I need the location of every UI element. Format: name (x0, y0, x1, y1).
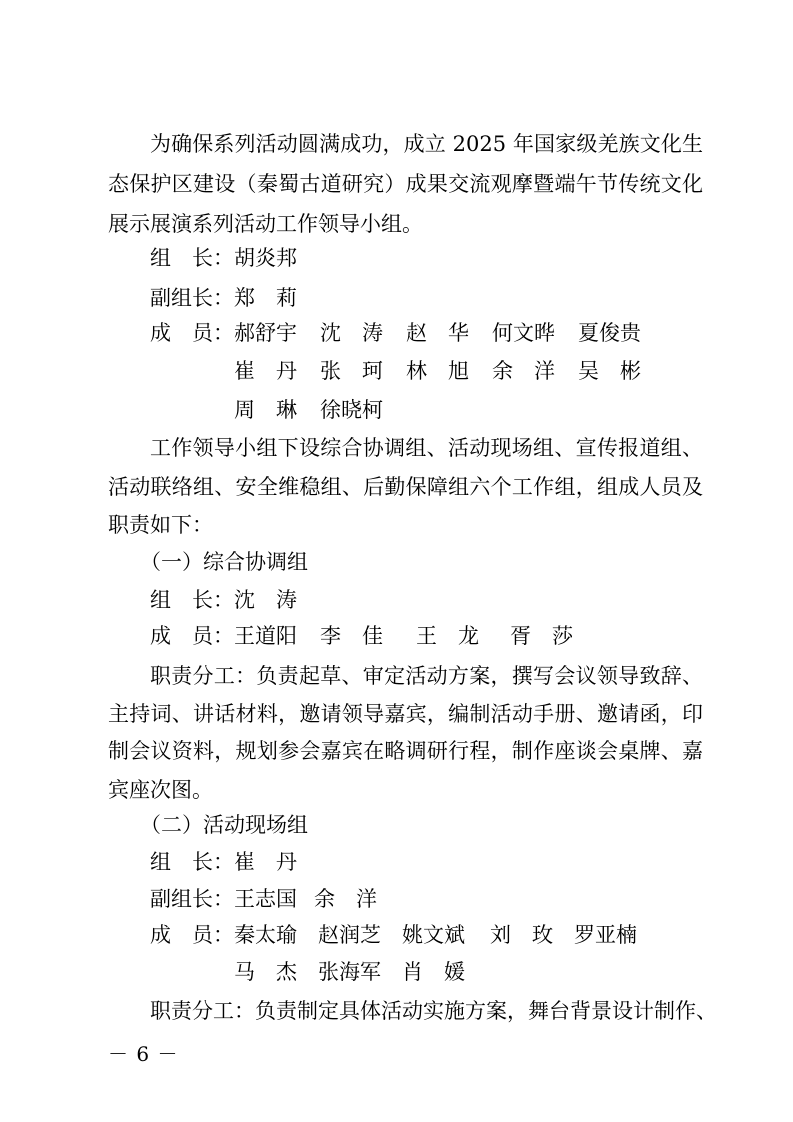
group2-deputies-row (234, 884, 704, 914)
leader-name: 胡炎邦 (234, 246, 297, 270)
group2-heading: （二）活动现场组 (140, 813, 308, 837)
group2-members-row-1 (234, 920, 704, 950)
member-name: 张海军 (318, 960, 381, 984)
intro-line-2: 态保护区建设（秦蜀古道研究）成果交流观摩暨端午节传统文化 (108, 172, 703, 196)
group2-leader-name: 崔 丹 (234, 850, 297, 874)
member-name: 沈 涛 (320, 321, 383, 345)
group1-leader-name: 沈 涛 (234, 588, 297, 612)
member-name: 胥 莎 (510, 624, 573, 648)
groups-intro-line-3: 职责如下： (108, 513, 213, 537)
member-name: 李 佳 (320, 624, 383, 648)
group2-leader-label: 组 长： (150, 850, 234, 874)
group1-duty-line-3: 制会议资料，规划参会嘉宾在略调研行程，制作座谈会桌牌、嘉 (108, 739, 703, 763)
member-name: 徐晓柯 (320, 398, 383, 422)
members-row-1 (234, 318, 704, 348)
group1-duty-line-2: 主持词、讲话材料，邀请领导嘉宾，编制活动手册、邀请函，印 (108, 702, 703, 726)
member-name: 罗亚楠 (574, 923, 637, 947)
member-name: 肖 媛 (402, 960, 465, 984)
intro-line-3: 展示展演系列活动工作领导小组。 (108, 212, 423, 236)
group2-deputy-label: 副组长： (150, 887, 234, 911)
page-number: － 6 － (108, 1042, 179, 1066)
intro-line-1: 为确保系列活动圆满成功，成立 2025 年国家级羌族文化生 (150, 132, 703, 156)
group1-duty-line-4: 宾座次图。 (108, 778, 213, 802)
members-row-3 (234, 395, 704, 425)
group1-members-row (234, 621, 704, 651)
member-name: 林 旭 (406, 359, 469, 383)
member-name: 余 洋 (492, 359, 555, 383)
member-name: 吴 彬 (578, 359, 641, 383)
leader-label: 组 长： (150, 246, 234, 270)
group1-duty-line-1: 职责分工：负责起草、审定活动方案，撰写会议领导致辞、 (150, 664, 703, 688)
deputy-name: 余 洋 (314, 887, 377, 911)
member-name: 马 杰 (234, 960, 297, 984)
groups-intro-line-1: 工作领导小组下设综合协调组、活动现场组、宣传报道组、 (150, 436, 703, 460)
member-name: 崔 丹 (234, 359, 297, 383)
deputy-name: 王志国 (234, 887, 297, 911)
group1-heading: （一）综合协调组 (140, 550, 308, 574)
member-name: 周 琳 (234, 398, 297, 422)
member-name: 郝舒宇 (234, 321, 297, 345)
groups-intro-line-2: 活动联络组、安全维稳组、后勤保障组六个工作组，组成人员及 (108, 475, 703, 499)
deputy-name: 郑 莉 (234, 286, 297, 310)
member-name: 赵润芝 (318, 923, 381, 947)
member-name: 秦太瑜 (234, 923, 297, 947)
member-name: 刘 玫 (490, 923, 553, 947)
deputy-label: 副组长： (150, 286, 234, 310)
member-name: 姚文斌 (402, 923, 465, 947)
members-label: 成 员： (150, 321, 234, 345)
group2-duty-line-1: 职责分工：负责制定具体活动实施方案，舞台背景设计制作、 (150, 999, 717, 1023)
group1-leader-label: 组 长： (150, 588, 234, 612)
member-name: 夏俊贵 (578, 321, 641, 345)
group1-members-label: 成 员： (150, 624, 234, 648)
member-name: 何文晔 (492, 321, 555, 345)
member-name: 张 珂 (320, 359, 383, 383)
member-name: 王道阳 (234, 624, 297, 648)
group2-members-row-2 (234, 957, 704, 987)
group2-members-label: 成 员： (150, 923, 234, 947)
member-name: 王 龙 (416, 624, 479, 648)
member-name: 赵 华 (406, 321, 469, 345)
members-row-2 (234, 356, 704, 386)
